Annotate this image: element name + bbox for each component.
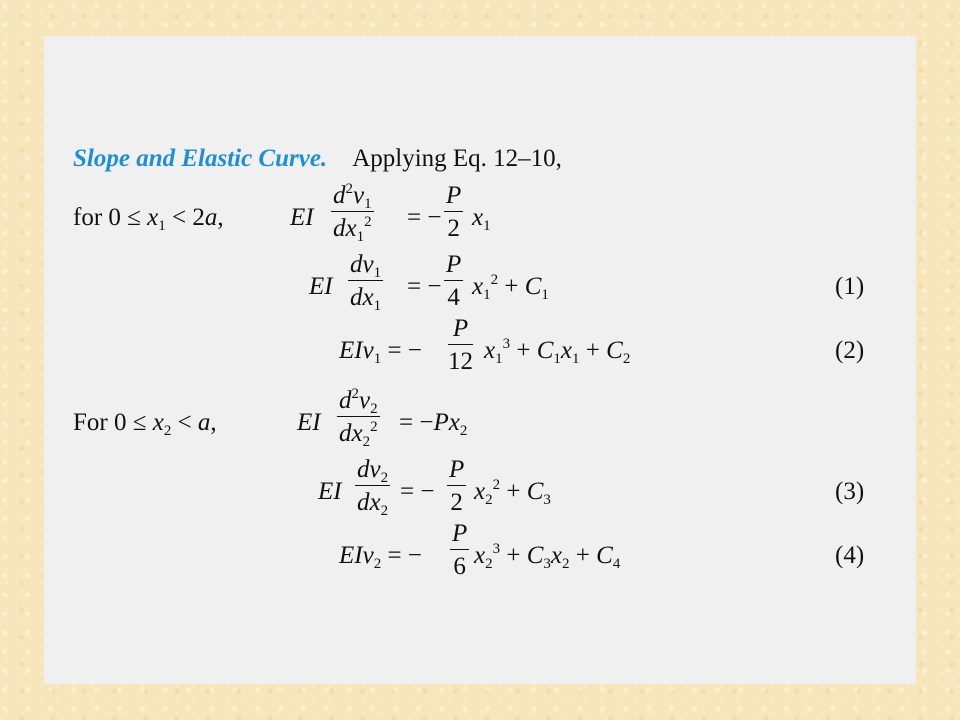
fraction-dv1-dx1: $\frac{dv_1}{dx_1}$ <box>350 251 382 314</box>
fraction-p-over-2: $\frac{P}{2}$ <box>446 182 462 242</box>
equation-number-2: (2) <box>835 337 865 364</box>
fraction-d2v1-dx1sq: $\frac{d^2v_1}{dx_1^2}$ <box>333 181 372 245</box>
condition-second: For $0 \le x_2 < a$, <box>73 409 217 439</box>
fraction-p-over-4: $\frac{P}{4}$ <box>446 251 462 311</box>
equation-moment-2: EI <box>297 409 321 436</box>
fraction-p-over-2-b: $\frac{P}{2}$ <box>449 456 465 516</box>
fraction-p-over-6: $\frac{P}{6}$ <box>452 520 468 580</box>
slide-panel: Slope and Elastic Curve. Applying Eq. 12–10, for $0 \le x_1 < 2a$, EI $\frac{d^2v_1}{dx_1^2}$ = − $\frac{P}{2}$ $x_1$ EI $\frac{dv_1}{dx_1}$ = − $\frac{P}{4}$ $x_1^2 + C_1$ (1) EIv$_1$ = − $\frac{P}{12}$ $x_1^3 + C_1x_1 + C_2$ (2) For $0 \le x_2 < a$, EI $\frac{d^2v_2}{dx_2^2}$ = $-Px_2$ EI $\frac{dv_2}{dx_2}$ = − $\frac{P}{2}$ $x_2^2 + C_3$ (3) EIv$_2$ = − $\frac{P}{6}$ $x_2^3 + C_3x_2 + C_4$ (4) <box>44 36 916 684</box>
equation-curve-1: EIv$_1$ = − <box>339 337 422 367</box>
heading-line <box>73 146 562 171</box>
condition-first: for $0 \le x_1 < 2a$, <box>73 204 224 234</box>
equation-number-3: (3) <box>835 478 865 505</box>
fraction-dv2-dx2: $\frac{dv_2}{dx_2}$ <box>357 456 389 519</box>
equation-moment-1: EI <box>290 204 314 231</box>
equation-slope-2: EI <box>318 478 342 505</box>
equation-curve-2: EIv$_2$ = − <box>339 542 422 572</box>
equation-slope-1: EI <box>309 273 333 300</box>
equation-number-1: (1) <box>835 273 865 300</box>
heading-intro: Applying Eq. 12–10, <box>352 145 562 172</box>
equation-number-4: (4) <box>835 542 865 569</box>
fraction-p-over-12: $\frac{P}{12}$ <box>448 315 473 375</box>
fraction-d2v2-dx2sq: $\frac{d^2v_2}{dx_2^2}$ <box>339 386 378 450</box>
section-heading: Slope and Elastic Curve. <box>73 145 328 172</box>
